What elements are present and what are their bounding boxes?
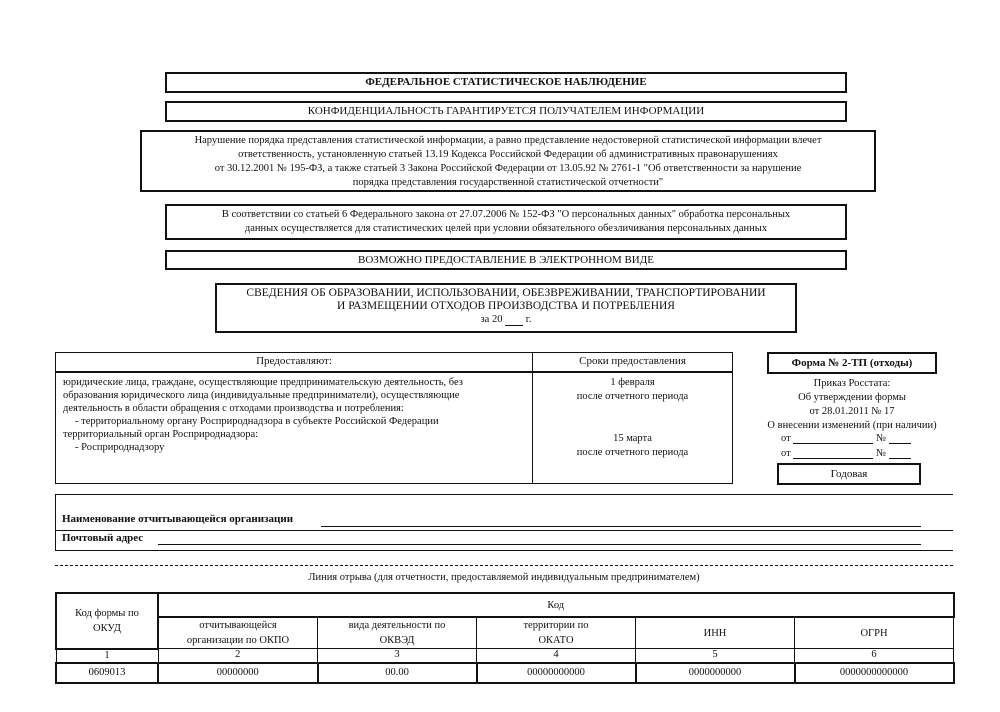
liability-line: порядка представления государственной статистической отчетности" xyxy=(352,177,664,188)
column-number: 5 xyxy=(636,649,795,663)
form-title-line: СВЕДЕНИЯ ОБ ОБРАЗОВАНИИ, ИСПОЛЬЗОВАНИИ, ОБЕЗВРЕЖИВАНИИ, ТРАНСПОРТИРОВАНИИ xyxy=(246,287,766,299)
electronic-submission-text: ВОЗМОЖНО ПРЕДОСТАВЛЕНИЕ В ЭЛЕКТРОННОМ ВИДЕ xyxy=(358,254,654,266)
providers-line: - Росприроднадзору xyxy=(75,442,165,453)
providers-list xyxy=(63,376,528,454)
amendment-date-field[interactable] xyxy=(793,447,873,459)
okved-code-cell[interactable]: 00.00 xyxy=(318,663,477,683)
org-bottom-rule xyxy=(55,550,953,551)
tear-line-rule xyxy=(55,565,953,566)
inn-code-cell[interactable]: 0000000000 xyxy=(636,663,795,683)
okud-header xyxy=(56,593,158,649)
order-line: от 28.01.2011 № 17 xyxy=(809,406,895,417)
order-line: О внесении изменений (при наличии) xyxy=(767,420,937,431)
okved-header-text: вида деятельности по ОКВЭД xyxy=(348,620,446,646)
providers-line: - территориальному органу Росприроднадзора в субъекте Российской Федерации xyxy=(75,416,439,427)
providers-line: образования юридического лица (индивидуальные предприниматели), осуществляющие xyxy=(63,390,460,401)
observation-title: ФЕДЕРАЛЬНОЕ СТАТИСТИЧЕСКОЕ НАБЛЮДЕНИЕ xyxy=(365,76,647,88)
deadline-1-date: 1 февраля xyxy=(610,377,655,388)
order-line: Об утверждении формы xyxy=(798,392,906,403)
column-number: 4 xyxy=(477,649,636,663)
liability-line: Нарушение порядка представления статистической информации, а равно представление недостоверной статистической информации влечет xyxy=(194,135,822,146)
amendment-number-field[interactable] xyxy=(889,432,911,444)
okud-header-text: Код формы по ОКУД xyxy=(75,607,139,634)
org-mid-rule xyxy=(55,530,953,531)
okato-header-text: территории по ОКАТО xyxy=(523,620,589,646)
ogrn-code-cell[interactable]: 0000000000000 xyxy=(795,663,954,683)
report-year[interactable] xyxy=(217,313,795,326)
deadline-1-note: после отчетного периода xyxy=(576,391,689,402)
deadlines-header: Сроки предоставления xyxy=(579,355,686,367)
form-number: Форма № 2-ТП (отходы) xyxy=(791,357,913,369)
providers-line: территориальный орган Росприроднадзора: xyxy=(63,429,259,440)
year-prefix: за 20 xyxy=(480,314,503,325)
column-number: 2 xyxy=(158,649,318,663)
form-title-box xyxy=(215,283,797,333)
deadline-1 xyxy=(533,376,732,404)
order-line: Приказ Росстата: xyxy=(813,378,891,389)
from-label: от xyxy=(781,433,791,444)
postal-address-label: Почтовый адрес xyxy=(62,532,144,544)
code-table xyxy=(55,592,955,684)
deadline-2-date: 15 марта xyxy=(613,433,652,444)
year-suffix: г. xyxy=(525,314,532,325)
providers-divider xyxy=(532,353,533,483)
code-header: Код xyxy=(158,593,954,617)
year-blank[interactable] xyxy=(505,314,523,326)
org-name-label: Наименование отчитывающейся организации xyxy=(62,513,294,525)
deadline-2-note: после отчетного периода xyxy=(576,447,689,458)
electronic-submission-box xyxy=(165,250,847,270)
providers-table xyxy=(55,352,733,484)
okato-code-cell[interactable]: 00000000000 xyxy=(477,663,636,683)
providers-line: деятельность в области обращения с отходами производства и потребления: xyxy=(63,403,404,414)
from-label: от xyxy=(781,448,791,459)
okpo-code-cell[interactable]: 00000000 xyxy=(158,663,318,683)
org-top-rule xyxy=(55,494,953,495)
postal-address-field[interactable] xyxy=(158,544,921,545)
personal-data-line: данных осуществляется для статистических целей при условии обязательного обезличивания персональных данных xyxy=(244,223,768,234)
amendment-row-2[interactable] xyxy=(781,447,911,459)
column-number: 6 xyxy=(795,649,954,663)
personal-data-line: В соответствии со статьей 6 Федерального закона от 27.07.2006 № 152-ФЗ "О персональных данных" обработка персональных xyxy=(221,209,791,220)
number-label: № xyxy=(875,448,886,459)
confidentiality-text: КОНФИДЕНЦИАЛЬНОСТЬ ГАРАНТИРУЕТСЯ ПОЛУЧАТЕЛЕМ ИНФОРМАЦИИ xyxy=(307,105,705,117)
okato-header xyxy=(477,617,636,649)
amendment-date-field[interactable] xyxy=(793,432,873,444)
org-name-field[interactable] xyxy=(321,526,921,527)
okpo-header xyxy=(158,617,318,649)
liability-notice xyxy=(140,130,876,192)
liability-line: ответственность, установленную статьей 13.19 Кодекса Российской Федерации об административных правонарушениях xyxy=(238,149,778,160)
personal-data-notice xyxy=(165,204,847,240)
inn-header: ИНН xyxy=(636,617,795,649)
amendment-row-1[interactable] xyxy=(781,432,911,444)
liability-line: от 30.12.2001 № 195-ФЗ, а также статьей 3 Закона Российской Федерации от 13.05.92 № 2761-1 "Об ответственности за нарушение xyxy=(214,163,802,174)
observation-title-box xyxy=(165,72,847,93)
confidentiality-box xyxy=(165,101,847,122)
org-left-rule xyxy=(55,494,56,550)
form-number-box xyxy=(767,352,937,374)
column-number: 1 xyxy=(56,649,158,663)
rosstat-order xyxy=(748,377,956,433)
okud-code-cell[interactable]: 0609013 xyxy=(56,663,158,683)
deadline-2 xyxy=(533,432,732,460)
periodicity-box xyxy=(777,463,921,485)
okved-header xyxy=(318,617,477,649)
tear-line-caption: Линия отрыва (для отчетности, предоставляемой индивидуальным предпринимателем) xyxy=(308,572,700,583)
periodicity: Годовая xyxy=(830,468,868,480)
amendment-number-field[interactable] xyxy=(889,447,911,459)
number-label: № xyxy=(875,433,886,444)
ogrn-header: ОГРН xyxy=(795,617,954,649)
okpo-header-text: отчитывающейся организации по ОКПО xyxy=(186,620,290,646)
form-title-line: И РАЗМЕЩЕНИИ ОТХОДОВ ПРОИЗВОДСТВА И ПОТРЕБЛЕНИЯ xyxy=(337,300,675,312)
providers-header: Предоставляют: xyxy=(256,355,332,367)
column-number: 3 xyxy=(318,649,477,663)
providers-line: юридические лица, граждане, осуществляющие предпринимательскую деятельность, без xyxy=(63,377,463,388)
